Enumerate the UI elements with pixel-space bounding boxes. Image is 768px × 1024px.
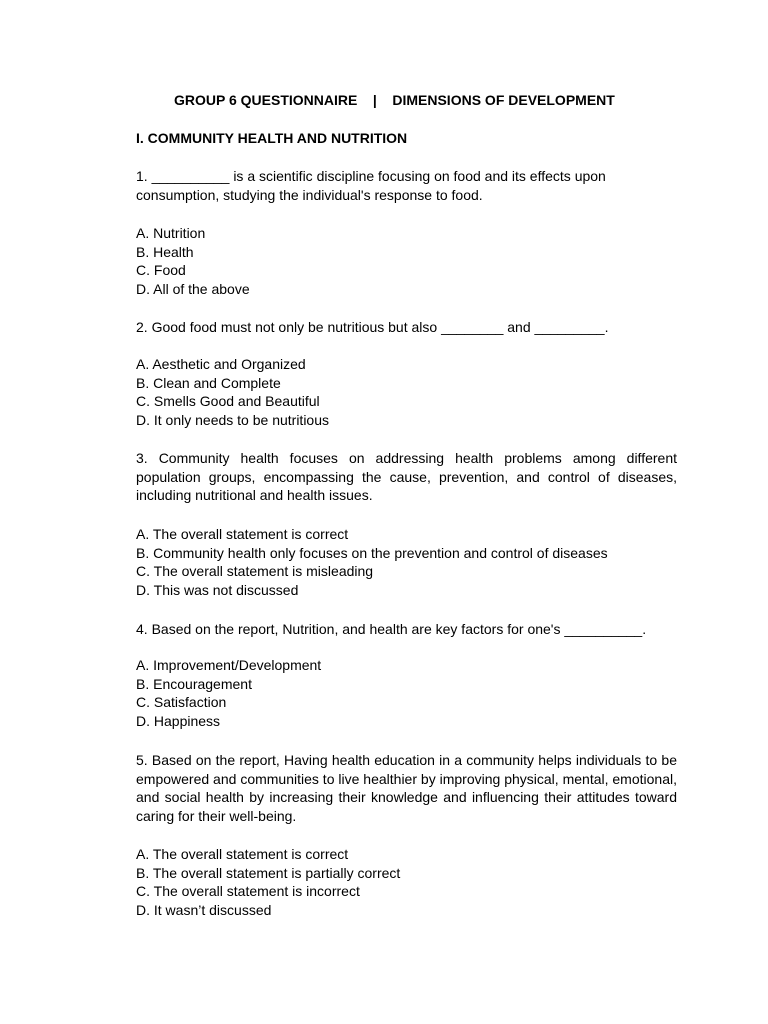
question-2-option-a: A. Aesthetic and Organized <box>136 356 306 372</box>
question-5-option-a: A. The overall statement is correct <box>136 846 349 862</box>
question-4-text: 4. Based on the report, Nutrition, and health are key factors for one's __________. <box>136 621 647 637</box>
question-3-option-a: A. The overall statement is correct <box>136 526 349 542</box>
question-4-option-b: B. Encouragement <box>136 675 252 692</box>
question-1-option-a: A. Nutrition <box>136 225 206 241</box>
question-3-option-d: D. This was not discussed <box>136 581 299 598</box>
question-4-option-d: D. Happiness <box>136 712 221 729</box>
question-4-option-a: A. Improvement/Development <box>136 657 322 673</box>
question-1-option-d: D. All of the above <box>136 280 250 297</box>
question-4-options <box>136 656 321 730</box>
question-3-options <box>136 525 608 599</box>
question-2-option-b: B. Clean and Complete <box>136 374 281 391</box>
question-2-text: 2. Good food must not only be nutritious but also ________ and _________. <box>136 319 609 335</box>
section-heading: I. COMMUNITY HEALTH AND NUTRITION <box>136 130 408 146</box>
question-5-option-b: B. The overall statement is partially correct <box>136 864 401 881</box>
question-3-text: 3. Community health focuses on addressing health problems among different population groups, encompassing the cause, prevention, and control of diseases, including nutritional and health issues. <box>136 450 677 504</box>
question-2-option-d: D. It only needs to be nutritious <box>136 411 329 428</box>
question-5-option-d: D. It wasn’t discussed <box>136 901 272 918</box>
question-5-options <box>136 845 400 919</box>
question-5-text: 5. Based on the report, Having health education in a community helps individuals to be empowered and communities to live healthier by improving physical, mental, emotional, and social health by increasing their knowledge and influencing their attitudes toward caring for their well-being. <box>136 752 677 824</box>
question-4-option-c: C. Satisfaction <box>136 694 227 711</box>
question-1-option-b: B. Health <box>136 243 194 260</box>
question-2-option-c: C. Smells Good and Beautiful <box>136 393 320 410</box>
question-2-options <box>136 355 329 429</box>
question-1-option-c: C. Food <box>136 262 186 279</box>
question-1-text: 1. __________ is a scientific discipline focusing on food and its effects upon consumption, studying the individual's response to food. <box>136 168 606 203</box>
question-3-option-c: C. The overall statement is misleading <box>136 563 374 580</box>
question-1-options <box>136 224 250 298</box>
question-3-option-b: B. Community health only focuses on the prevention and control of diseases <box>136 544 608 561</box>
question-5-option-c: C. The overall statement is incorrect <box>136 883 360 900</box>
document-title: GROUP 6 QUESTIONNAIRE | DIMENSIONS OF DEVELOPMENT <box>174 92 615 108</box>
